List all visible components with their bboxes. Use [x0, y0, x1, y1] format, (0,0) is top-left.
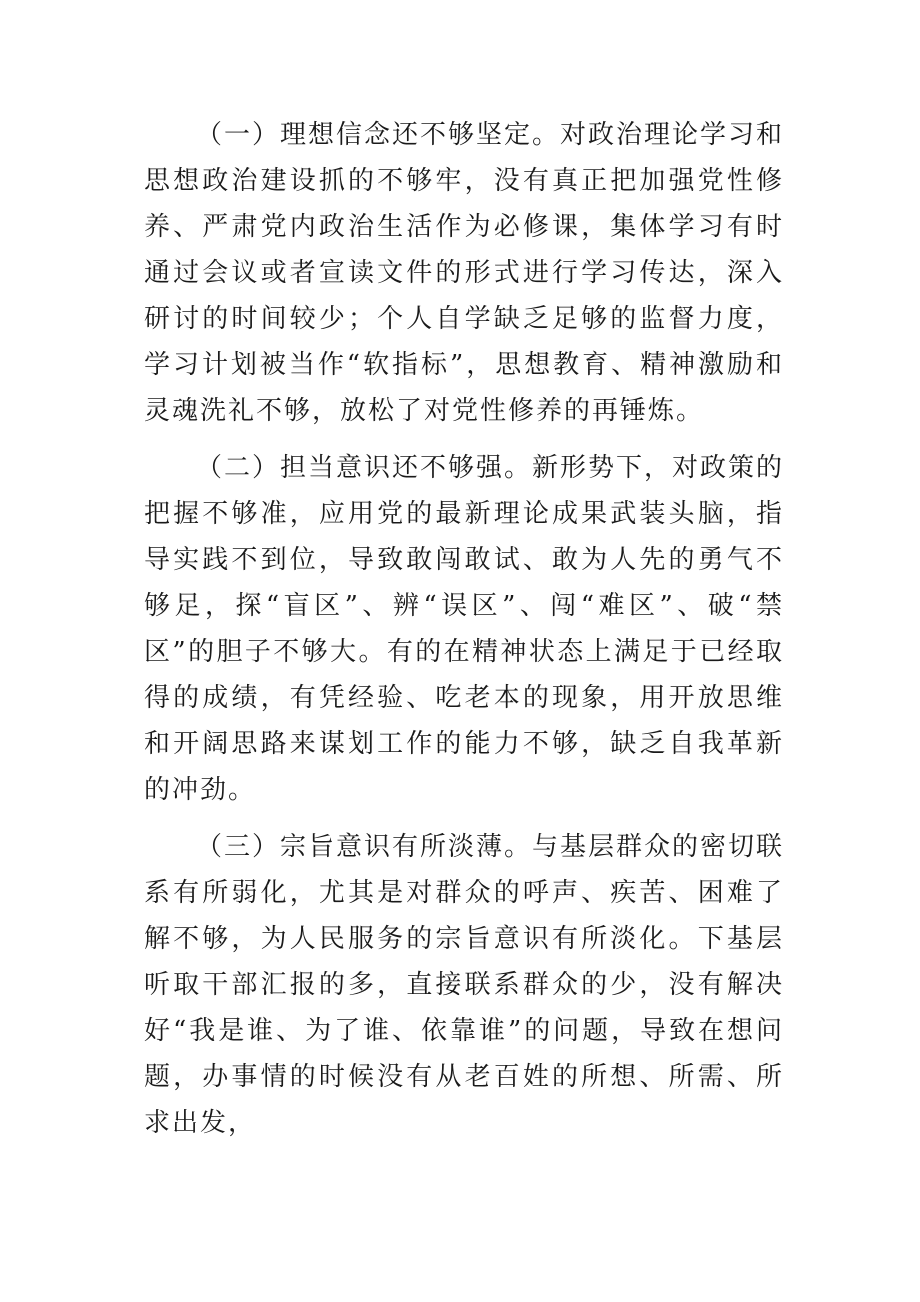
document-body [144, 112, 784, 1157]
paragraph-responsibility: （二）担当意识还不够强。新形势下，对政策的把握不够准，应用党的最新理论成果武装头脑，指导实践不到位，导致敢闯敢试、敢为人先的勇气不够足，探“盲区”、辨“误区”、闯“难区”、破“禁区”的胆子不够大。有的在精神状态上满足于已经取得的成绩，有凭经验、吃老本的现象，用开放思维和开阔思路来谋划工作的能力不够，缺乏自我革新的冲劲。 [144, 453, 785, 805]
paragraph-purpose-awareness: （三）宗旨意识有所淡薄。与基层群众的密切联系有所弱化，尤其是对群众的呼声、疾苦、困难了解不够，为人民服务的宗旨意识有所淡化。下基层听取干部汇报的多，直接联系群众的少，没有解决好“我是谁、为了谁、依靠谁”的问题，导致在想问题，办事情的时候没有从老百姓的所想、所需、所求出发， [144, 832, 785, 1138]
paragraph-ideals-beliefs: （一）理想信念还不够坚定。对政治理论学习和思想政治建设抓的不够牢，没有真正把加强党性修养、严肃党内政治生活作为必修课，集体学习有时通过会议或者宣读文件的形式进行学习传达，深入研讨的时间较少；个人自学缺乏足够的监督力度，学习计划被当作“软指标”，思想教育、精神激励和灵魂洗礼不够，放松了对党性修养的再锤炼。 [144, 120, 785, 426]
